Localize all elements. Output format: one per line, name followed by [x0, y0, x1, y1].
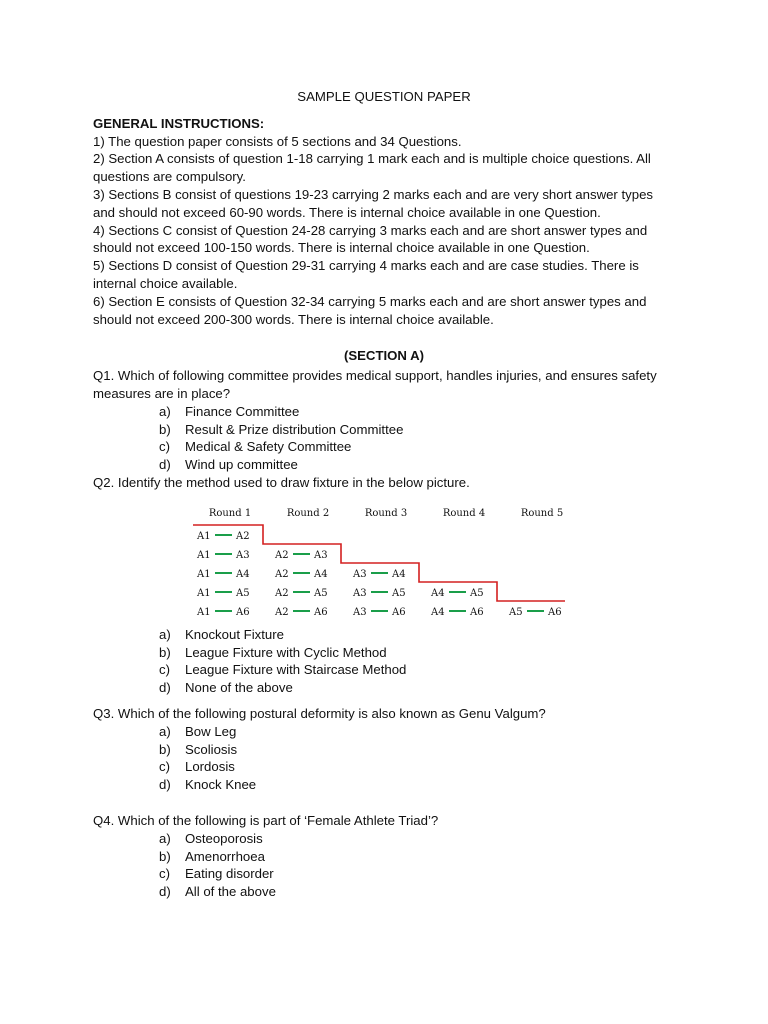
team-label: A5	[470, 587, 484, 599]
option	[159, 776, 675, 794]
instruction-item: 2) Section A consists of question 1-18 carrying 1 mark each and is multiple choice questions. All questions are compulsory.	[93, 151, 651, 185]
option-text: Scoliosis	[185, 741, 238, 757]
team-label: A5	[509, 606, 523, 616]
option-text: Medical & Safety Committee	[185, 439, 352, 455]
option-text: Wind up committee	[185, 457, 298, 473]
option-text: Knockout Fixture	[185, 626, 284, 642]
option-text: None of the above	[185, 680, 293, 696]
team-label: A1	[197, 568, 211, 580]
team-label: A3	[353, 587, 367, 599]
section-a-title: (SECTION A)	[343, 348, 425, 364]
option	[159, 865, 675, 883]
team-label: A2	[275, 568, 289, 580]
team-label: A1	[197, 549, 211, 561]
team-label: A6	[392, 606, 406, 616]
question-4: Q4. Which of the following is part of ‘Female Athlete Triad’?	[93, 812, 439, 828]
team-label: A2	[275, 606, 289, 616]
team-label: A4	[431, 606, 445, 616]
option-text: Bow Leg	[185, 723, 237, 739]
option-label: d)	[159, 884, 171, 900]
paper-title: SAMPLE QUESTION PAPER	[297, 89, 471, 104]
instruction-item: 5) Sections D consist of Question 29-31 carrying 4 marks each and are case studies. There is internal choice available.	[93, 258, 639, 291]
option-text: Osteoporosis	[185, 830, 263, 846]
team-label: A2	[236, 530, 250, 542]
option-label: d)	[159, 680, 171, 696]
option-label: b)	[159, 848, 171, 864]
option-text: Eating disorder	[185, 866, 274, 882]
option-text: League Fixture with Staircase Method	[185, 662, 407, 678]
team-label: A5	[392, 587, 406, 599]
round-header: Round 2	[286, 507, 330, 519]
option	[159, 830, 675, 848]
question-2-options	[93, 626, 675, 697]
team-label: A3	[353, 568, 367, 580]
team-label: A6	[548, 606, 562, 616]
round-header: Round 3	[364, 507, 408, 519]
team-label: A6	[470, 606, 484, 616]
option	[159, 626, 675, 644]
team-label: A5	[314, 587, 328, 599]
question-3-options	[93, 723, 675, 794]
option	[159, 741, 675, 759]
option-text: Lordosis	[185, 759, 235, 775]
question-4-options	[93, 830, 675, 901]
option-text: Finance Committee	[185, 403, 300, 419]
fixture-diagram	[93, 506, 675, 616]
option	[159, 644, 675, 662]
option-label: a)	[159, 723, 171, 739]
team-label: A2	[275, 549, 289, 561]
round-header: Round 1	[208, 507, 252, 519]
team-label: A3	[314, 549, 328, 561]
option	[159, 421, 675, 439]
option-label: c)	[159, 759, 170, 775]
option-label: d)	[159, 457, 171, 473]
question-2: Q2. Identify the method used to draw fixture in the below picture.	[93, 474, 470, 490]
team-label: A4	[236, 568, 250, 580]
option	[159, 456, 675, 474]
team-label: A4	[314, 568, 328, 580]
instructions-heading: GENERAL INSTRUCTIONS:	[93, 115, 265, 131]
option	[159, 679, 675, 697]
team-label: A2	[275, 587, 289, 599]
option-label: a)	[159, 830, 171, 846]
round-header: Round 5	[520, 507, 564, 519]
option-label: b)	[159, 644, 171, 660]
round-header: Round 4	[442, 507, 486, 519]
option	[159, 758, 675, 776]
staircase-fixture-figure	[193, 506, 565, 616]
team-label: A4	[431, 587, 445, 599]
team-label: A1	[197, 530, 211, 542]
option	[159, 403, 675, 421]
option-label: b)	[159, 741, 171, 757]
option-label: c)	[159, 866, 170, 882]
instruction-item: 3) Sections B consist of questions 19-23 carrying 2 marks each and are very short answer types and should not exceed 60-90 words. There is internal choice available in one Question.	[93, 186, 654, 220]
option	[159, 661, 675, 679]
option-text: League Fixture with Cyclic Method	[185, 644, 387, 660]
option	[159, 883, 675, 901]
team-label: A3	[236, 549, 250, 561]
option-label: c)	[159, 662, 170, 678]
option-label: a)	[159, 626, 171, 642]
instruction-item: 6) Section E consists of Question 32-34 carrying 5 marks each and are short answer types and should not exceed 200-300 words. There is internal choice available.	[93, 293, 647, 327]
team-label: A3	[353, 606, 367, 616]
option-text: All of the above	[185, 884, 276, 900]
question-1-options	[93, 403, 675, 474]
question-1: Q1. Which of following committee provides medical support, handles injuries, and ensures safety measures are in place?	[93, 368, 657, 401]
question-3: Q3. Which of the following postural deformity is also known as Genu Valgum?	[93, 705, 546, 721]
team-label: A6	[236, 606, 250, 616]
option-text: Result & Prize distribution Committee	[185, 421, 404, 437]
option-label: b)	[159, 421, 171, 437]
instruction-item: 1) The question paper consists of 5 sections and 34 Questions.	[93, 133, 462, 149]
option-label: d)	[159, 777, 171, 793]
team-label: A1	[197, 606, 211, 616]
option	[159, 848, 675, 866]
team-label: A4	[392, 568, 406, 580]
team-label: A5	[236, 587, 250, 599]
option-label: a)	[159, 403, 171, 419]
instruction-item: 4) Sections C consist of Question 24-28 carrying 3 marks each and are short answer types and should not exceed 100-150 words. There is internal choice available in one Question.	[93, 222, 648, 256]
option	[159, 438, 675, 456]
option-label: c)	[159, 439, 170, 455]
team-label: A6	[314, 606, 328, 616]
option-text: Amenorrhoea	[185, 848, 265, 864]
option-text: Knock Knee	[185, 777, 257, 793]
document-body	[93, 88, 675, 901]
team-label: A1	[197, 587, 211, 599]
option	[159, 723, 675, 741]
